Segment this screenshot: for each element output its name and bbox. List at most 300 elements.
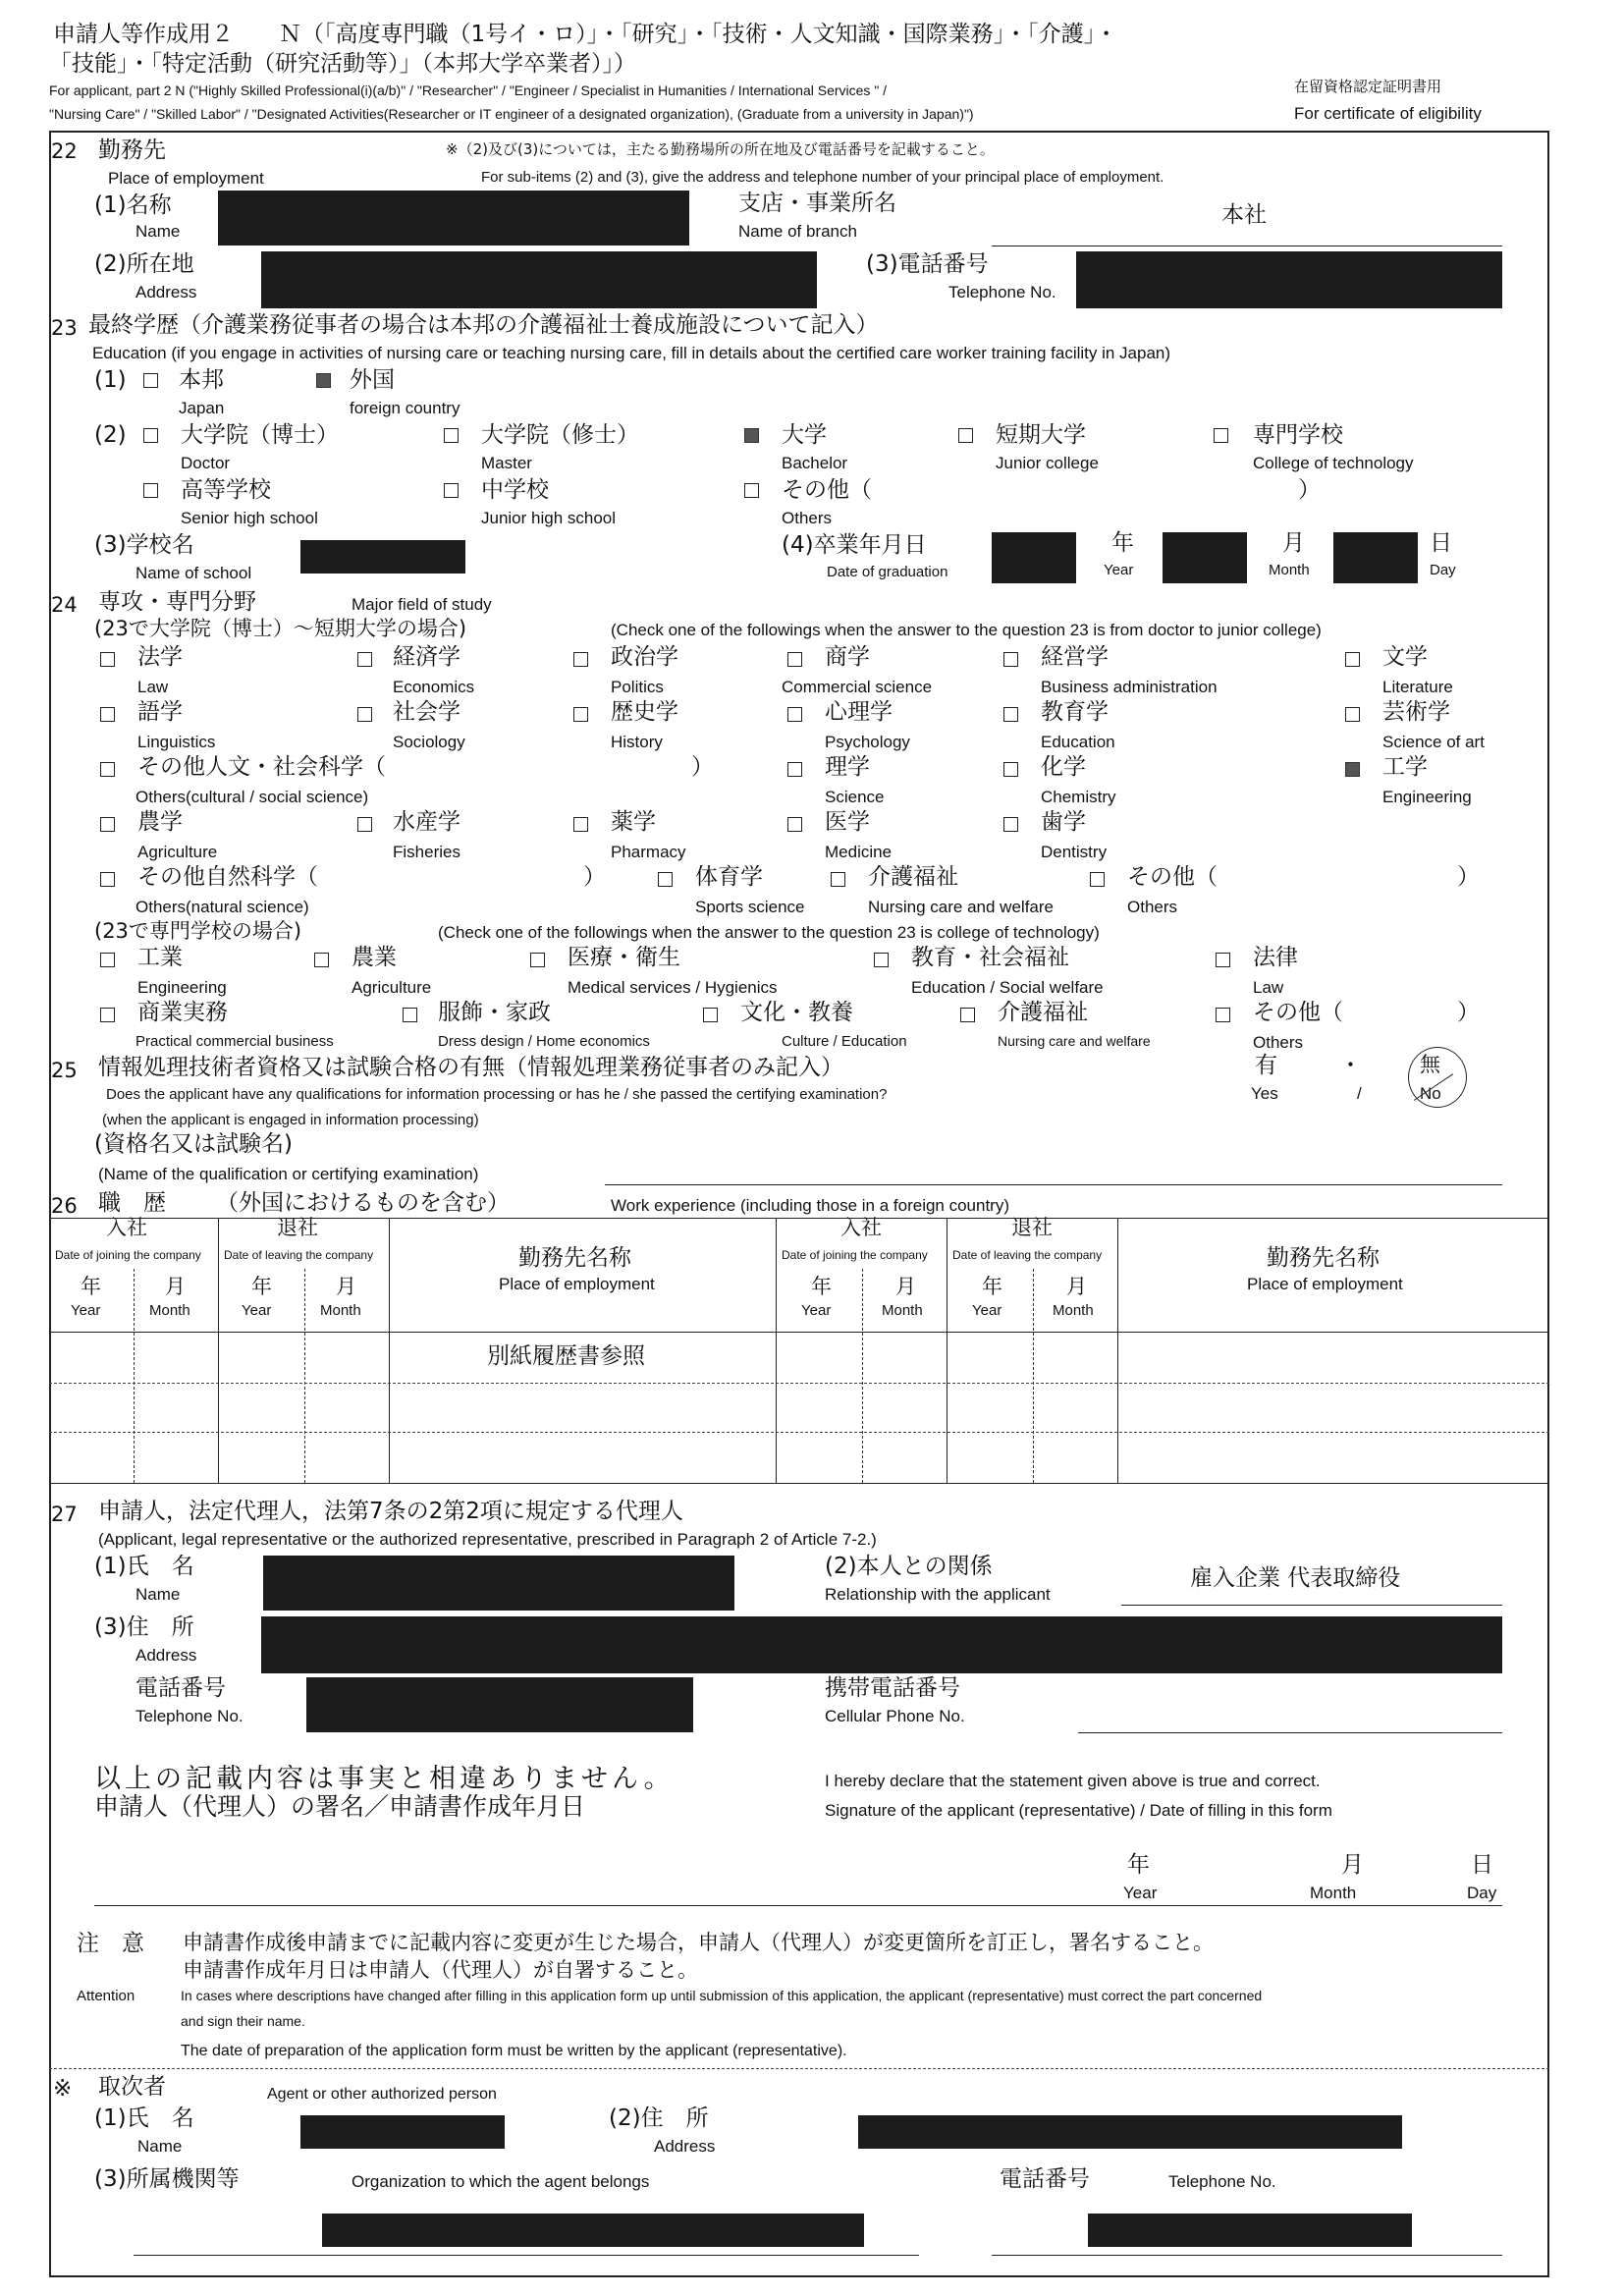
form-title-en1: For applicant, part 2 N ("Highly Skilled Professional(i)(a/b)" / "Researcher" / "Engineer / Specialist in Humanities / International Services " / [49,82,888,98]
year-header: 年 [251,1275,272,1298]
field2-medical-checkbox[interactable] [530,953,545,967]
q2-label: (2) [94,422,127,448]
field2-culture-label-en: Culture / Education [782,1033,907,1050]
declaration-jp-1: 以上の記載内容は事実と相違ありません。 [94,1764,675,1794]
leave-header-en: Date of leaving the company [952,1248,1103,1262]
declaration-en-2: Signature of the applicant (representative) / Date of filling in this form [825,1801,1332,1820]
level-senior-high-label-en: Senior high school [181,509,318,527]
attention-label-en: Attention [77,1988,135,2004]
month-header-en: Month [882,1302,923,1319]
agent-tel-underline [992,2255,1502,2256]
field-economics-checkbox[interactable] [357,652,372,667]
field-psychology-label-en: Psychology [825,733,910,751]
field2-agriculture-checkbox[interactable] [314,953,329,967]
level-others-checkbox[interactable] [744,483,759,498]
field-education-checkbox[interactable] [1003,707,1018,722]
form-type-en: For certificate of eligibility [1294,104,1482,123]
field-medicine-label-en: Medicine [825,843,893,861]
field-nursing-checkbox[interactable] [831,872,845,887]
month-header: 月 [895,1275,916,1298]
field-other-natural-label: その他自然科学（ [137,864,318,890]
year-label-en: Year [1104,562,1134,578]
form-title-line1: 申請人等作成用２ Ｎ（「高度専門職（1号イ・ロ）」・「研究」・「技術・人文知識・国際業務」・「介護」・ [53,22,1118,47]
place-header: 勤務先名称 [518,1245,631,1271]
agent-name-label-en: Name [137,2137,183,2156]
section-number: 27 [51,1503,78,1526]
field-agriculture-checkbox[interactable] [100,817,115,832]
year-header: 年 [81,1275,101,1298]
level-bachelor-checkbox[interactable] [744,428,759,443]
field-history-label: 歴史学 [611,699,678,725]
section-title-en2: (when the applicant is engaged in information processing) [102,1112,479,1128]
field-science-label-en: Science [825,788,885,806]
section-number: 26 [51,1194,78,1218]
field-politics-checkbox[interactable] [573,652,588,667]
agent-title: 取次者 [98,2074,166,2100]
col-divider [776,1218,777,1483]
field-engineering-checkbox[interactable] [1345,762,1360,777]
field2-education-label-en: Education / Social welfare [911,978,1104,997]
month-header: 月 [336,1275,356,1298]
year-header: 年 [811,1275,832,1298]
field-medicine-checkbox[interactable] [787,817,802,832]
field2-law-label-en: Law [1253,978,1284,997]
attention-en-3: The date of preparation of the application form must be written by the applicant (representative). [181,2043,847,2059]
field-fisheries-label-en: Fisheries [393,843,460,861]
agent-org-underline [134,2255,919,2256]
col-divider [218,1218,219,1483]
field-others-label: その他（ [1127,864,1218,890]
level-bachelor-label: 大学 [782,422,827,448]
level-junior-college-label-en: Junior college [996,454,1099,472]
field2-others-paren-close: ） [1457,1000,1480,1025]
field2-law-checkbox[interactable] [1216,953,1230,967]
applicant-cell-label: 携帯電話番号 [825,1675,960,1701]
field-law-label: 法学 [137,644,183,670]
field-fisheries-checkbox[interactable] [357,817,372,832]
sign-year-label-en: Year [1123,1884,1158,1902]
applicant-address-label: (3)住 所 [94,1614,194,1640]
field-nursing-label-en: Nursing care and welfare [868,898,1054,916]
year-header-en: Year [801,1302,832,1319]
field2-education-checkbox[interactable] [874,953,889,967]
section-title: 情報処理技術者資格又は試験合格の有無（情報処理業務従事者のみ記入） [98,1055,843,1080]
graduation-month-redacted [1163,532,1247,583]
month-label: 月 [1282,530,1305,556]
field-other-humanities-paren-close: ） [691,754,714,780]
agent-org-redacted [322,2214,864,2247]
field-dentistry-label-en: Dentistry [1041,843,1108,861]
attention-jp-1: 申請書作成後申請までに記載内容に変更が生じた場合，申請人（代理人）が変更箇所を訂正し，署名すること。 [183,1931,1214,1954]
work-row-1-place[interactable]: 別紙履歴書参照 [487,1343,645,1369]
agent-tel-redacted [1088,2214,1412,2247]
leave-header: 退社 [277,1216,318,1239]
relationship-label-en: Relationship with the applicant [825,1585,1051,1604]
field2-dress-label: 服飾・家政 [438,1000,551,1025]
field-linguistics-label-en: Linguistics [137,733,216,751]
level-college-tech-label-en: College of technology [1253,454,1414,472]
field2-dress-checkbox[interactable] [403,1008,417,1022]
month-header-en: Month [320,1302,361,1319]
sign-year-label: 年 [1127,1852,1150,1878]
applicant-cell-underline [1078,1732,1502,1733]
field-chemistry-checkbox[interactable] [1003,762,1018,777]
sub2-label: (23で専門学校の場合) [94,919,302,943]
graduation-day-redacted [1333,532,1418,583]
field-sociology-label: 社会学 [393,699,460,725]
table-header-bottom-line [49,1332,1549,1333]
form-type-jp: 在留資格認定証明書用 [1294,79,1442,95]
school-name-redacted [300,540,465,574]
qualification-underline [605,1184,1502,1185]
field-sports-checkbox[interactable] [658,872,673,887]
field2-commerce-label-en: Practical commercial business [135,1033,334,1050]
field-others-label-en: Others [1127,898,1178,916]
signature-line [94,1905,1502,1906]
year-header-en: Year [972,1302,1002,1319]
branch-label: 支店・事業所名 [738,191,896,216]
sign-month-label: 月 [1341,1852,1364,1878]
relationship-underline [1121,1605,1502,1606]
qualification-label-en: (Name of the qualification or certifying examination) [98,1165,479,1183]
section-number: 23 [51,316,78,340]
field-art-checkbox[interactable] [1345,707,1360,722]
year-header-en: Year [71,1302,101,1319]
join-header: 入社 [106,1216,147,1239]
field2-engineering-checkbox[interactable] [100,953,115,967]
branch-label-en: Name of branch [738,222,857,241]
level-master-label-en: Master [481,454,532,472]
month-header-en: Month [1053,1302,1094,1319]
field-economics-label-en: Economics [393,678,475,696]
q1-label: (1) [94,367,127,393]
field-fisheries-label: 水産学 [393,809,460,835]
section-title: 申請人，法定代理人，法第7条の2第2項に規定する代理人 [98,1499,683,1524]
table-bottom-line [49,1483,1549,1484]
year-label: 年 [1111,530,1134,556]
field-others-paren-close: ） [1457,864,1480,890]
section-title-en: Education (if you engage in activities of nursing care or teaching nursing care, fill in details about the certified care worker training facility in Japan) [92,344,1171,362]
level-junior-high-checkbox[interactable] [444,483,459,498]
level-junior-college-label: 短期大学 [996,422,1086,448]
level-master-checkbox[interactable] [444,428,459,443]
attention-en-1: In cases where descriptions have changed after filling in this application form up until submission of this application, the applicant (representative) must correct the part concerned [181,1988,1263,2003]
field-art-label: 芸術学 [1382,699,1450,725]
level-doctor-label-en: Doctor [181,454,231,472]
section-note-en: For sub-items (2) and (3), give the address and telephone number of your principal place of employment. [481,169,1164,186]
field-nursing-label: 介護福祉 [868,864,958,890]
col-divider-dashed [134,1269,135,1483]
field-commerce-label: 商学 [825,644,870,670]
field-business-label: 経営学 [1041,644,1109,670]
agent-tel-label-en: Telephone No. [1168,2172,1276,2191]
field-engineering-label-en: Engineering [1382,788,1472,806]
applicant-cell-label-en: Cellular Phone No. [825,1707,965,1725]
col-divider [1117,1218,1118,1483]
section-title-en: Major field of study [352,595,492,614]
foreign-label: 外国 [350,367,395,393]
field2-medical-label-en: Medical services / Hygienics [568,978,778,997]
level-senior-high-label: 高等学校 [181,477,271,503]
field-chemistry-label: 化学 [1041,754,1086,780]
field-politics-label-en: Politics [611,678,664,696]
field-history-checkbox[interactable] [573,707,588,722]
field2-commerce-checkbox[interactable] [100,1008,115,1022]
relationship-label: (2)本人との関係 [825,1554,993,1579]
field-law-checkbox[interactable] [100,652,115,667]
declaration-jp-2: 申請人（代理人）の署名／申請書作成年月日 [94,1792,586,1821]
field-other-natural-checkbox[interactable] [100,872,115,887]
level-junior-high-label: 中学校 [481,477,549,503]
no-label-en: No [1420,1084,1441,1103]
agent-org-label-en: Organization to which the agent belongs [352,2172,650,2191]
agent-divider-dashed [49,2068,1549,2069]
foreign-label-en: foreign country [350,399,460,417]
field-other-natural-label-en: Others(natural science) [135,898,309,916]
field-dentistry-checkbox[interactable] [1003,817,1018,832]
section-title-en: Does the applicant have any qualifications for information processing or has he / she passed the certifying examination? [106,1086,888,1103]
field-psychology-label: 心理学 [825,699,893,725]
field-pharmacy-checkbox[interactable] [573,817,588,832]
field2-agriculture-label-en: Agriculture [352,978,432,997]
sign-day-label-en: Day [1467,1884,1497,1902]
field2-dress-label-en: Dress design / Home economics [438,1033,650,1050]
field2-agriculture-label: 農業 [352,945,397,970]
qualification-label: (資格名又は試験名) [94,1131,293,1157]
field-other-humanities-checkbox[interactable] [100,762,115,777]
agent-address-label: (2)住 所 [609,2105,709,2131]
level-senior-high-checkbox[interactable] [143,483,158,498]
level-others-paren-close: ） [1298,477,1321,503]
field-politics-label: 政治学 [611,644,678,670]
applicant-address-label-en: Address [135,1646,197,1665]
field-engineering-label: 工学 [1382,754,1428,780]
field-dentistry-label: 歯学 [1041,809,1086,835]
month-label-en: Month [1269,562,1310,578]
field-sociology-label-en: Sociology [393,733,465,751]
field-agriculture-label-en: Agriculture [137,843,218,861]
japan-label: 本邦 [179,367,224,393]
leave-header-en: Date of leaving the company [224,1248,374,1262]
agent-tel-label: 電話番号 [1000,2166,1090,2192]
no-label[interactable]: 無 [1420,1053,1440,1076]
attention-label: 注 意 [77,1931,144,1956]
applicant-address-redacted [261,1616,1502,1673]
level-bachelor-label-en: Bachelor [782,454,848,472]
level-master-label: 大学院（修士） [481,422,639,448]
form-title-en2: "Nursing Care" / "Skilled Labor" / "Designated Activities(Researcher or IT engineer of a designated organization), (Graduate from a university in Japan)") [49,106,974,122]
field-business-checkbox[interactable] [1003,652,1018,667]
field-commerce-checkbox[interactable] [787,652,802,667]
field-pharmacy-label: 薬学 [611,809,656,835]
field-other-humanities-label-en: Others(cultural / social science) [135,788,369,806]
applicant-tel-redacted [306,1677,693,1732]
section-title: 専攻・専門分野 [98,589,256,615]
agent-mark: ※ [53,2076,73,2102]
declaration-en-1: I hereby declare that the statement given above is true and correct. [825,1772,1321,1790]
agent-title-en: Agent or other authorized person [267,2086,497,2103]
field2-nursing-label: 介護福祉 [998,1000,1088,1025]
field2-nursing-label-en: Nursing care and welfare [998,1033,1151,1049]
applicant-name-label-en: Name [135,1585,181,1604]
employer-address-label-en: Address [135,283,197,301]
agent-org-label: (3)所属機関等 [94,2166,240,2192]
section-title-paren: （外国におけるものを含む） [216,1190,510,1216]
graduation-date-label-en: Date of graduation [827,564,948,580]
graduation-year-redacted [992,532,1076,583]
section-number: 25 [51,1059,78,1082]
field-sports-label: 体育学 [695,864,763,890]
sub2-label-en: (Check one of the followings when the answer to the question 23 is college of technology) [438,923,1100,942]
japan-label-en: Japan [179,399,225,417]
field2-others-label-en: Others [1253,1033,1304,1052]
leave-header: 退社 [1011,1216,1053,1239]
place-header: 勤務先名称 [1267,1245,1380,1271]
year-header: 年 [982,1275,1002,1298]
field-literature-label: 文学 [1382,644,1428,670]
applicant-tel-label-en: Telephone No. [135,1707,244,1725]
employer-name-redacted [218,191,689,246]
school-name-label-en: Name of school [135,564,252,582]
field-business-label-en: Business administration [1041,678,1218,696]
field-other-natural-paren-close: ） [583,864,606,890]
field-education-label: 教育学 [1041,699,1109,725]
graduation-date-label: (4)卒業年月日 [782,532,927,558]
applicant-name-redacted [263,1556,734,1611]
sub1-label: (23で大学院（博士）～短期大学の場合) [94,617,467,640]
sub1-label-en: (Check one of the followings when the answer to the question 23 is from doctor to junior college) [611,621,1322,639]
day-label: 日 [1430,530,1452,556]
field-art-label-en: Science of art [1382,733,1485,751]
section-title-en: Work experience (including those in a foreign country) [611,1196,1010,1215]
field2-engineering-label-en: Engineering [137,978,227,997]
month-header: 月 [165,1275,186,1298]
join-header: 入社 [840,1216,882,1239]
applicant-name-label: (1)氏 名 [94,1554,194,1579]
field-literature-label-en: Literature [1382,678,1453,696]
employer-tel-label: (3)電話番号 [866,251,989,277]
field2-medical-label: 医療・衛生 [568,945,680,970]
agent-address-label-en: Address [654,2137,716,2156]
field-law-label-en: Law [137,678,169,696]
month-header: 月 [1066,1275,1087,1298]
form-title-line2: 「技能」・「特定活動（研究活動等）」（本邦大学卒業者）」） [49,51,636,77]
field-agriculture-label: 農学 [137,809,183,835]
section-title-en: (Applicant, legal representative or the authorized representative, prescribed in Paragraph 2 of Article 7-2.) [98,1530,877,1549]
field-sports-label-en: Sports science [695,898,805,916]
field-psychology-checkbox[interactable] [787,707,802,722]
separator-dot: ・ [1339,1053,1362,1078]
employer-address-label: (2)所在地 [94,251,194,277]
field-science-checkbox[interactable] [787,762,802,777]
field-history-label-en: History [611,733,663,751]
level-doctor-checkbox[interactable] [143,428,158,443]
table-row-divider [49,1383,1549,1384]
table-top-line [49,1218,1549,1219]
section-title-en: Place of employment [108,169,264,188]
day-label-en: Day [1430,562,1456,578]
field-linguistics-label: 語学 [137,699,183,725]
col-divider-dashed [1033,1269,1034,1483]
sign-day-label: 日 [1471,1852,1493,1878]
agent-name-redacted [300,2115,505,2149]
field-other-humanities-label: その他人文・社会科学（ [137,754,386,780]
field-literature-checkbox[interactable] [1345,652,1360,667]
section-title: 職 歴 [98,1190,166,1216]
school-name-label: (3)学校名 [94,532,194,558]
col-divider [389,1218,390,1483]
employer-tel-label-en: Telephone No. [948,283,1056,301]
sign-month-label-en: Month [1310,1884,1357,1902]
attention-jp-2: 申請書作成年月日は申請人（代理人）が自署すること。 [183,1958,698,1982]
employer-tel-redacted [1076,251,1502,308]
year-header-en: Year [242,1302,272,1319]
field-sociology-checkbox[interactable] [357,707,372,722]
field2-culture-label: 文化・教養 [740,1000,853,1025]
relationship-value[interactable]: 雇入企業 代表取締役 [1190,1565,1401,1591]
level-others-label: その他（ [782,477,872,503]
field-medicine-label: 医学 [825,809,870,835]
col-divider-dashed [304,1269,305,1483]
level-college-tech-label: 専門学校 [1253,422,1343,448]
separator-slash: / [1357,1084,1362,1103]
level-others-label-en: Others [782,509,833,527]
col-divider-dashed [862,1269,863,1483]
table-row-divider [49,1432,1549,1433]
field2-others-checkbox[interactable] [1216,1008,1230,1022]
field2-culture-checkbox[interactable] [703,1008,718,1022]
field-commerce-label-en: Commercial science [782,678,933,696]
section-note: ※（2)及び(3)については，主たる勤務場所の所在地及び電話番号を記載すること。 [446,140,995,158]
field2-engineering-label: 工業 [137,945,183,970]
field-pharmacy-label-en: Pharmacy [611,843,686,861]
level-junior-high-label-en: Junior high school [481,509,617,527]
field2-education-label: 教育・社会福祉 [911,945,1069,970]
attention-en-2: and sign their name. [181,2013,305,2029]
agent-name-label: (1)氏 名 [94,2105,194,2131]
japan-checkbox[interactable] [143,373,158,388]
field-science-label: 理学 [825,754,870,780]
place-header-en: Place of employment [1247,1275,1403,1293]
yes-label-en: Yes [1251,1084,1278,1103]
field2-commerce-label: 商業実務 [137,1000,228,1025]
section-title: 最終学歴（介護業務従事者の場合は本邦の介護福祉士養成施設について記入） [88,312,879,338]
branch-value[interactable]: 本社 [1221,202,1267,228]
foreign-checkbox[interactable] [316,373,331,388]
field-chemistry-label-en: Chemistry [1041,788,1116,806]
field2-law-label: 法律 [1253,945,1298,970]
level-doctor-label: 大学院（博士） [181,422,339,448]
section-number: 22 [51,139,78,163]
agent-address-redacted [858,2115,1402,2149]
yes-label[interactable]: 有 [1255,1053,1277,1078]
applicant-tel-label: 電話番号 [135,1675,226,1701]
place-header-en: Place of employment [499,1275,655,1293]
level-junior-college-checkbox[interactable] [958,428,973,443]
join-header-en: Date of joining the company [55,1248,201,1262]
employer-name-label-en: Name [135,222,181,241]
field2-others-label: その他（ [1253,1000,1343,1025]
month-header-en: Month [149,1302,190,1319]
field2-nursing-checkbox[interactable] [960,1008,975,1022]
field-linguistics-checkbox[interactable] [100,707,115,722]
join-header-en: Date of joining the company [782,1248,928,1262]
level-college-tech-checkbox[interactable] [1214,428,1228,443]
field-others-checkbox[interactable] [1090,872,1105,887]
section-number: 24 [51,593,78,617]
field-economics-label: 経済学 [393,644,460,670]
employer-address-redacted [261,251,817,308]
